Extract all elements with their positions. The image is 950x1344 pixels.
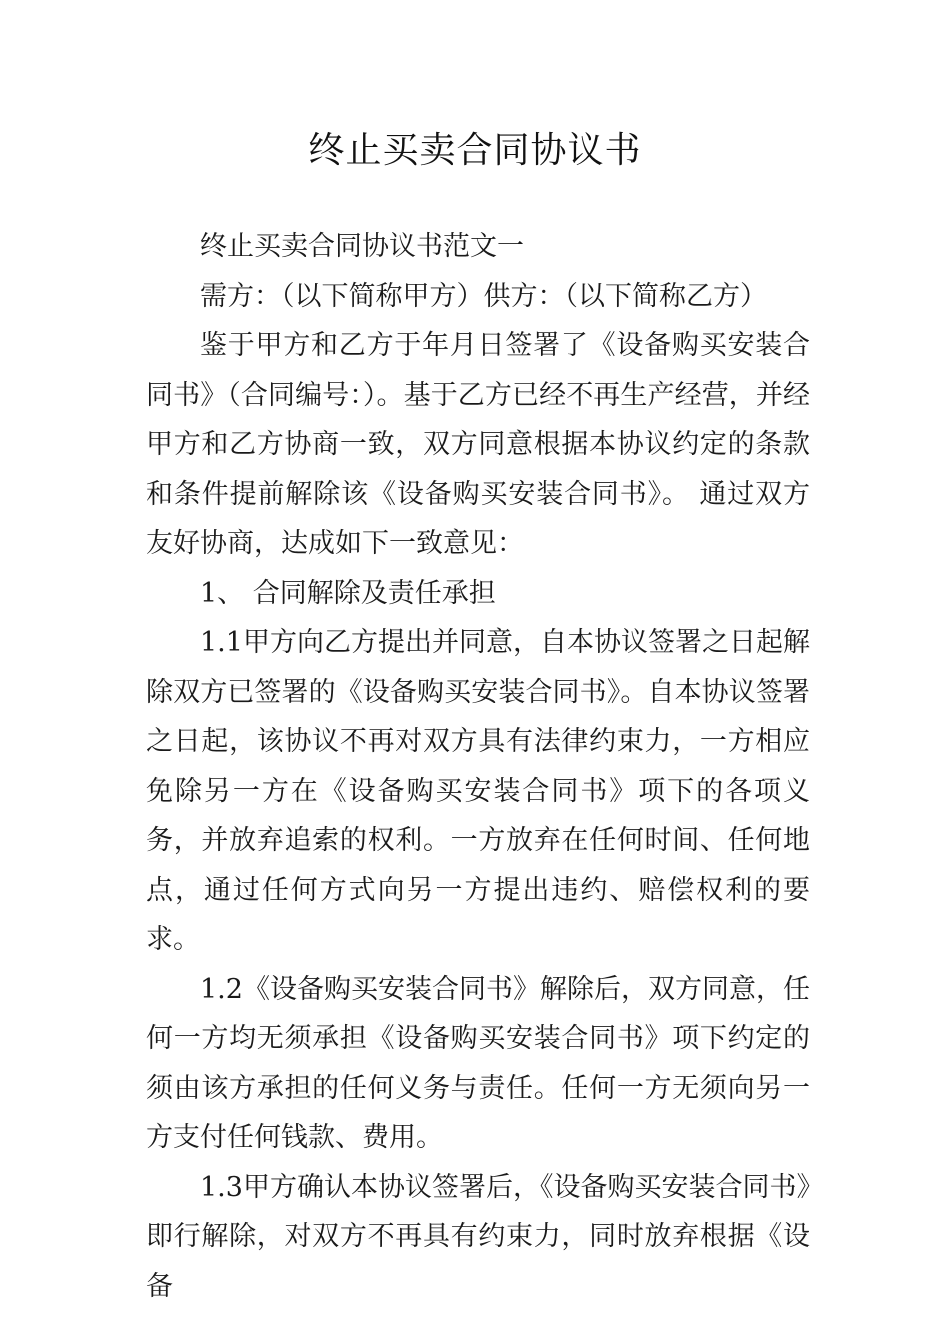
preamble-paragraph: 鉴于甲方和乙方于年月日签署了《设备购买安装合同书》（合同编号：）。基于乙方已经不再生产经营，并经甲方和乙方协商一致，双方同意根据本协议约定的条款和条件提前解除该《设备购买安装合同书》。 通过双方友好协商，达成如下一致意见： (146, 330, 810, 559)
document-title: 终止买卖合同协议书 (308, 130, 642, 171)
document-body (146, 222, 810, 1311)
clause-1-3: 1.3甲方确认本协议签署后，《设备购买安装合同书》即行解除，对双方不再具有约束力，同时放弃根据《设备 (146, 1171, 810, 1302)
section-heading: 1、 合同解除及责任承担 (200, 577, 496, 609)
subtitle-paragraph: 终止买卖合同协议书范文一 (200, 231, 524, 262)
clause-1-2: 1.2《设备购买安装合同书》解除后，双方同意，任何一方均无须承担《设备购买安装合同书》项下约定的须由该方承担的任何义务与责任。任何一方无须向另一方支付任何钱款、费用。 (146, 973, 810, 1153)
clause-1-1: 1.1甲方向乙方提出并同意，自本协议签署之日起解除双方已签署的《设备购买安装合同书》。自本协议签署之日起，该协议不再对双方具有法律约束力，一方相应免除另一方在《设备购买安装合同书》项下的各项义务，并放弃追索的权利。一方放弃在任何时间、任何地点，通过任何方式向另一方提出违约、赔偿权利的要求。 (146, 627, 810, 955)
parties-paragraph: 需方：（以下简称甲方）供方：（以下简称乙方） (200, 280, 767, 312)
